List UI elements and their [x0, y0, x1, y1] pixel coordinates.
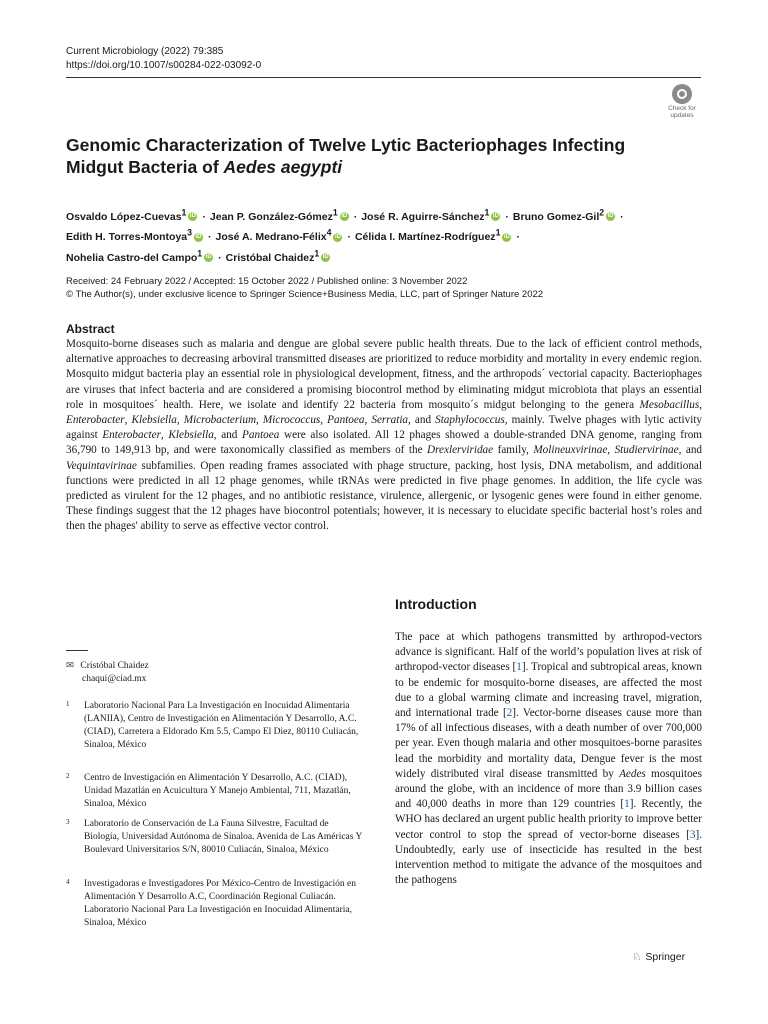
check-for-updates-badge[interactable]	[662, 84, 702, 124]
publisher-name: Springer	[645, 951, 686, 963]
corresponding-email[interactable]: chaqui@ciad.mx	[82, 674, 147, 684]
author[interactable]: Edith H. Torres-Montoya$^3$ iD	[66, 227, 202, 243]
badge-line2: updates	[670, 112, 694, 119]
author[interactable]: Célida I. Martínez-Rodríguez$^1$ iD	[354, 227, 510, 243]
affiliation: 2 Centro de Investigación en Alimentación Y Desarrollo, A.C. (CIAD), Unidad Mazatlán en Acuicultura Y Manejo Ambiental, 711, Mazatlán, Sinaloa, México	[66, 772, 351, 809]
corresponding-author: Cristóbal Chaidez	[80, 661, 149, 671]
author[interactable]: José A. Medrano-Félix$^4$ iD	[215, 227, 341, 243]
envelope-icon: ✉	[66, 661, 74, 671]
title-species: Aedes aegypti	[223, 157, 343, 177]
orcid-icon[interactable]: iD	[341, 213, 348, 220]
abstract-body: Mosquito-borne diseases such as malaria and dengue are global severe public health threats. Due to the lack of efficient control methods, alternative approaches to decreasing arboviral transmitted diseases are prioritized to reduce morbidity and mortality in every endemic region. Mosquito midgut bacteria play an essential role in physiological development, fitness, and the arthropods´ vectorial capacity. Bacteriophages are viruses that infect bacteria and are considered a promising biocontrol method by eliminating midgut microbiota that plays an essential role in mosquitoes´ health. Here, we isolate and identify 22 bacteria from mosquito´s midgut belonging to the genera Mesobacillus, Enterobacter, Klebsiella, Microbacterium, Micrococcus, Pantoea, Serratia, and Staphylococcus, mainly. Twelve phages with lytic activity against Enterobacter, Klebsiella, and Pantoea were also isolated. All 12 phages showed a double-stranded DNA genome, ranging from 36,790 to 149,913 bp, and were taxonomically classified as members of the Drexlerviridae family, Molineuxvirinae, Studiervirinae, and Vequintavirinae subfamilies. Open reading frames associated with phage structure, packing, host lysis, DNA metabolism, and additional functions were predicted in all 12 phage genomes, while tRNAs were predicted in five phage genomes. In addition, the life cycle was predicted as virulent for the 12 phages, and no antibiotic resistance, virulence, allergenic, or lysogenic genes were found in either genome. These findings suggest that the 12 phages have biocontrol potentials; however, it is necessary to elucidate specific bacterial host’s roles and then the phages' ability to serve as effective vector control.	[66, 338, 703, 533]
author[interactable]: Jean P. González-Gómez$^1$ iD	[209, 207, 348, 223]
header-rule	[66, 77, 701, 78]
introduction-body: The pace at which pathogens transmitted by arthropod-vectors advance is significant. Half of the world’s population lives at risk of arthropod-vector diseases [1]. Tropical and subtropical areas, known to be endemic for mosquito-borne diseases, are affected the most due to a global warming climate and increasing travel, migration, and international trade [2]. Vector-borne diseases cause more than 17% of all infectious diseases, with a death number of over 700,000 per year. Even though malaria and other mosquitoes-borne parasites lead the morbidity and mortality data, Dengue fever is the most widely distributed viral disease transmitted by Aedes mosquitoes around the globe, with an incidence of more than 3.9 billion cases and 40,000 deaths in more than 129 countries [1]. Recently, the WHO has declared an urgent public health priority to improve better vector control to stop the spread of vector-borne diseases [3]. Undoubtedly, early use of insecticide has resulted in the best intervention method to mitigate the advance of the mosquitoes and the pathogens	[395, 631, 702, 887]
citation-link[interactable]: 1	[624, 798, 630, 811]
footnote-rule	[66, 650, 88, 651]
journal-header	[66, 45, 261, 73]
publisher-footer	[632, 951, 685, 963]
orcid-icon[interactable]: iD	[492, 213, 499, 220]
copyright-line: © The Author(s), under exclusive licence to Springer Science+Business Media, LLC, part of Springer Nature 2022	[66, 289, 544, 300]
author[interactable]: José R. Aguirre-Sánchez$^1$ iD	[361, 207, 499, 223]
citation-link[interactable]: 2	[506, 707, 513, 720]
orcid-icon[interactable]: iD	[195, 233, 202, 240]
check-updates-icon	[672, 84, 692, 104]
affiliation: 4 Investigadoras e Investigadores Por México-Centro de Investigación en Alimentación Y Desarrollo A.C, Coordinación Regional Culiacán. Laboratorio Nacional Para La Investigación en Inocuidad Alimentaria, Sinaloa, México	[66, 878, 356, 928]
author[interactable]: Bruno Gomez-Gil$^2$ iD	[512, 207, 614, 223]
affiliation: 1 Laboratorio Nacional Para La Investigación en Inocuidad Alimentaria (LANIIA), Centro de Investigación en Alimentación Y Desarrollo, A.C. (CIAD), Carretera a Eldorado Km 5.5, Campo El Diez, 80110 Culiacán, Sinaloa, México	[66, 700, 359, 750]
citation-link[interactable]: 1	[516, 661, 522, 674]
introduction-heading: Introduction	[395, 596, 477, 612]
author[interactable]: Cristóbal Chaidez$^1$ iD	[225, 248, 329, 264]
orcid-icon[interactable]: iD	[205, 254, 212, 261]
received-line: Received: 24 February 2022 / Accepted: 15 October 2022 / Published online: 3 November 2022	[66, 276, 468, 287]
author[interactable]: Osvaldo López-Cuevas$^1$ iD	[66, 207, 196, 223]
orcid-icon[interactable]: iD	[607, 213, 614, 220]
author-list: Osvaldo López-Cuevas$^1$ iD · Jean P. González-Gómez$^1$ iD · José R. Aguirre-Sánchez$^1$ iD · Bruno Gomez-Gil$^2$ iD · Edith H. Torres-Montoya$^3$ iD · José A. Medrano-Félix$^4$ iD · Célida I. Martínez-Rodríguez$^1$ iD · Nohelia Castro-del Campo$^1$ iD · Cristóbal Chaidez$^1$ iD	[66, 207, 624, 264]
citation-link[interactable]: 3	[689, 828, 696, 841]
orcid-icon[interactable]: iD	[334, 233, 341, 240]
doi-link[interactable]: https://doi.org/10.1007/s00284-022-03092-0	[66, 60, 262, 71]
abstract-heading: Abstract	[66, 322, 115, 336]
publication-dates	[66, 275, 706, 301]
badge-line1: Check for	[668, 105, 696, 112]
orcid-icon[interactable]: iD	[503, 233, 510, 240]
journal-citation: Current Microbiology (2022) 79:385	[66, 46, 224, 57]
orcid-icon[interactable]: iD	[189, 213, 196, 220]
affiliation: 3 Laboratorio de Conservación de La Fauna Silvestre, Facultad de Biología, Universidad Autónoma de Sinaloa. Avenida de Las Américas Y Boulevard Universitarios S/N, 80010 Culiacán, Sinaloa, México	[66, 818, 362, 855]
springer-horse-icon: ♘	[632, 951, 642, 963]
article-title	[66, 134, 666, 178]
orcid-icon[interactable]: iD	[322, 254, 329, 261]
title-main: Genomic Characterization of Twelve Lytic Bacteriophages Infecting Midgut Bacteria of	[66, 135, 626, 177]
author[interactable]: Nohelia Castro-del Campo$^1$ iD	[66, 248, 212, 264]
correspondence	[66, 660, 149, 686]
